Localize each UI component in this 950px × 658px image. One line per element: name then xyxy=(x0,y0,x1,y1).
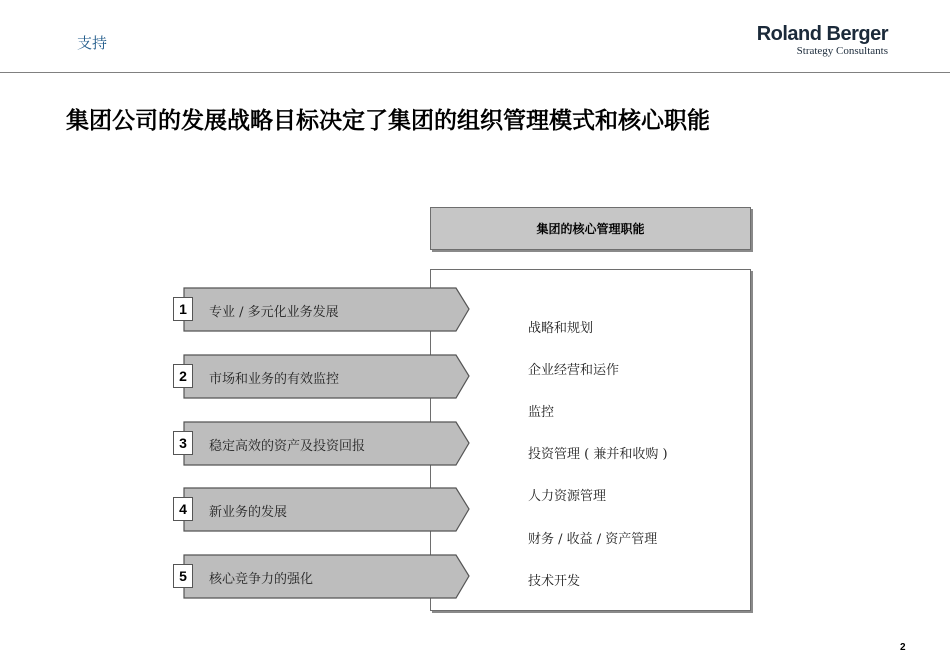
goal-number: 2 xyxy=(173,364,193,388)
goal-label: 市场和业务的有效监控 xyxy=(209,372,340,387)
goal-number: 1 xyxy=(173,297,193,321)
goal-label: 新业务的发展 xyxy=(209,505,288,520)
goal-arrow xyxy=(179,353,471,400)
page-title: 集团公司的发展战略目标决定了集团的组织管理模式和核心职能 xyxy=(66,107,710,133)
header-divider xyxy=(0,72,950,73)
section-label: 支持 xyxy=(77,35,108,52)
functions-box-header xyxy=(430,207,751,250)
goal-number: 3 xyxy=(173,431,193,455)
goal-arrow xyxy=(179,286,471,333)
functions-box xyxy=(430,269,751,611)
function-item: 技术开发 xyxy=(528,574,581,589)
goal-label: 专业 / 多元化业务发展 xyxy=(209,305,339,320)
logo-name: Roland Berger xyxy=(756,23,888,45)
goal-number: 5 xyxy=(173,564,193,588)
company-logo xyxy=(757,24,888,57)
logo-subtitle: Strategy Consultants xyxy=(796,45,888,57)
functions-box-title: 集团的核心管理职能 xyxy=(536,222,645,236)
goal-arrow xyxy=(179,553,471,600)
function-item: 战略和规划 xyxy=(528,321,594,336)
function-item: 企业经营和运作 xyxy=(528,363,620,378)
function-item: 财务 / 收益 / 资产管理 xyxy=(528,532,658,547)
page-number: 2 xyxy=(900,642,906,653)
goal-label: 稳定高效的资产及投资回报 xyxy=(209,439,366,454)
function-item: 投资管理 ( 兼并和收购 ) xyxy=(528,447,668,462)
goal-arrow xyxy=(179,486,471,533)
function-item: 监控 xyxy=(528,405,555,420)
goal-arrow xyxy=(179,420,471,467)
goal-number: 4 xyxy=(173,497,193,521)
function-item: 人力资源管理 xyxy=(528,489,607,504)
goal-label: 核心竞争力的强化 xyxy=(209,572,314,587)
